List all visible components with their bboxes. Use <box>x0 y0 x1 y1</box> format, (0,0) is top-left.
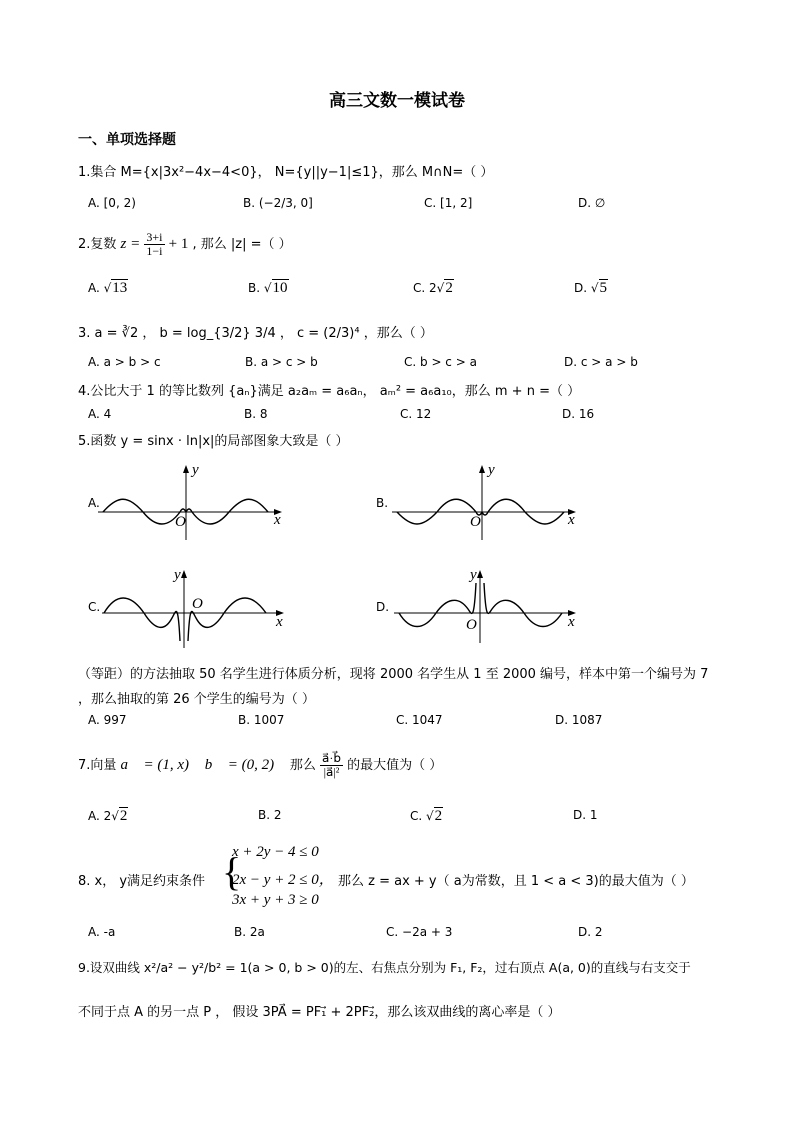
question-3-option-b[interactable]: B. a > c > b <box>245 355 318 369</box>
graph-a <box>98 460 288 545</box>
page-title: 高三文数一模试卷 <box>329 91 465 111</box>
question-9-line-2: 不同于点 A 的另一点 P ， 假设 3PA⃗ = PF₁⃗ + 2PF₂⃗，那么该双曲线的离心率是（ ） <box>78 1005 561 1020</box>
y-label: y <box>470 567 477 583</box>
question-5-option-b[interactable]: B. <box>376 496 389 510</box>
question-8-option-b[interactable]: B. 2a <box>234 925 265 939</box>
x-label: x <box>276 614 283 630</box>
question-4-option-c[interactable]: C. 12 <box>400 407 432 421</box>
question-9-line-1: 9.设双曲线 x²/a² − y²/b² = 1(a > 0, b > 0)的左、右焦点分别为 F₁, F₂，过右顶点 A(a, 0)的直线与右支交于 <box>78 960 691 975</box>
question-5-option-d[interactable]: D. <box>376 600 390 614</box>
question-7-vec-a: a⃗ = (1, x)， <box>120 757 201 773</box>
y-label: y <box>192 462 199 478</box>
question-1-option-b[interactable]: B. (−2/3, 0] <box>243 196 313 210</box>
constraint-2: 2x − y + 2 ≤ 0， <box>232 872 334 888</box>
question-2-fraction <box>144 231 164 258</box>
question-1-stem: 1.集合 M={x|3x²−4x−4<0}， N={y||y−1|≤1}，那么 M∩N=（ ） <box>78 165 494 180</box>
radicand: 5 <box>599 280 608 296</box>
question-7-prefix: 7.向量 <box>78 758 117 773</box>
question-6-option-a[interactable]: A. 997 <box>88 713 127 727</box>
question-5-stem: 5.函数 y = sinx · ln|x|的局部图象大致是（ ） <box>78 434 349 449</box>
question-7-option-c[interactable]: C. √2 <box>410 808 443 824</box>
question-7-option-b[interactable]: B. 2 <box>258 808 282 822</box>
question-2-frac-num: 3+i <box>146 230 163 244</box>
option-label: C. 2 <box>413 281 437 295</box>
question-6-line-2: ，那么抽取的第 26 个学生的编号为（ ） <box>78 692 315 707</box>
question-2-plus-one: + 1 <box>168 236 189 252</box>
y-axis-arrow <box>183 465 189 473</box>
question-6-option-c[interactable]: C. 1047 <box>396 713 443 727</box>
question-3-option-a[interactable]: A. a > b > c <box>88 355 161 369</box>
graph-b <box>392 460 582 545</box>
y-label: y <box>174 567 181 583</box>
question-7-option-a[interactable]: A. 2√2 <box>88 808 128 824</box>
question-8-option-c[interactable]: C. −2a + 3 <box>386 925 453 939</box>
question-2-option-b[interactable]: B. √10 <box>248 280 288 296</box>
question-7-option-d[interactable]: D. 1 <box>573 808 598 822</box>
question-6-option-b[interactable]: B. 1007 <box>238 713 285 727</box>
question-7-fraction <box>320 752 343 779</box>
question-7-suffix: 的最大值为（ ） <box>347 758 443 773</box>
question-2-option-d[interactable]: D. √5 <box>574 280 608 296</box>
question-7-vec-b: b⃗ = (0, 2)， <box>204 757 286 773</box>
system-brace: { <box>222 849 242 894</box>
y-axis-arrow <box>181 570 187 578</box>
origin-label: O <box>175 514 186 530</box>
x-label: x <box>568 614 575 630</box>
constraint-3: 3x + y + 3 ≥ 0 <box>232 892 319 908</box>
question-8-suffix: 那么 z = ax + y（ a为常数，且 1 < a < 3)的最大值为（ ） <box>338 874 694 889</box>
question-7-frac-num: a⃗·b⃗ <box>322 751 342 765</box>
question-7-mid: 那么 <box>289 758 316 773</box>
radicand: 2 <box>119 808 128 824</box>
question-6-option-d[interactable]: D. 1087 <box>555 713 603 727</box>
question-1-option-c[interactable]: C. [1, 2] <box>424 196 473 210</box>
origin-label: O <box>466 617 477 633</box>
question-8-option-d[interactable]: D. 2 <box>578 925 603 939</box>
question-2-z: z = <box>120 236 141 252</box>
radicand: 10 <box>272 280 288 296</box>
option-label: A. <box>88 281 100 295</box>
question-2-frac-den: 1−i <box>146 244 163 258</box>
option-label: A. 2 <box>88 809 112 823</box>
question-7-stem <box>78 752 442 779</box>
question-2-option-a[interactable]: A. √13 <box>88 280 128 296</box>
constraint-1: x + 2y − 4 ≤ 0 <box>232 844 319 860</box>
radicand: 2 <box>434 808 443 824</box>
option-label: B. <box>248 281 261 295</box>
y-axis-arrow <box>477 570 483 578</box>
question-2-prefix: 2.复数 <box>78 237 117 252</box>
question-4-stem: 4.公比大于 1 的等比数列 {aₙ}满足 a₂aₘ = a₆aₙ， aₘ² = a₆a₁₀，那么 m + n =（ ） <box>78 384 581 399</box>
question-4-option-d[interactable]: D. 16 <box>562 407 595 421</box>
question-5-option-a[interactable]: A. <box>88 496 100 510</box>
section-heading: 一、单项选择题 <box>78 132 176 148</box>
graph-c <box>102 563 292 653</box>
option-label: C. <box>410 809 423 823</box>
question-2-stem <box>78 231 292 258</box>
question-2-suffix: , 那么 |z| =（ ） <box>192 237 292 252</box>
question-6-line-1: （等距）的方法抽取 50 名学生进行体质分析，现将 2000 名学生从 1 至 2000 编号，样本中第一个编号为 7 <box>78 667 709 682</box>
radicand: 2 <box>445 280 453 296</box>
origin-label: O <box>470 514 481 530</box>
question-4-option-b[interactable]: B. 8 <box>244 407 268 421</box>
question-3-option-d[interactable]: D. c > a > b <box>564 355 638 369</box>
question-5-option-c[interactable]: C. <box>88 600 101 614</box>
x-label: x <box>568 512 575 528</box>
question-8-prefix: 8. x， y满足约束条件 <box>78 874 206 889</box>
y-label: y <box>488 462 495 478</box>
question-1-option-d[interactable]: D. ∅ <box>578 196 606 210</box>
curve <box>104 598 266 641</box>
x-label: x <box>274 512 281 528</box>
radicand: 13 <box>112 280 128 296</box>
question-2-option-c[interactable]: C. 2√2 <box>413 280 453 296</box>
origin-label: O <box>192 596 203 612</box>
question-3-option-c[interactable]: C. b > c > a <box>404 355 477 369</box>
y-axis-arrow <box>479 465 485 473</box>
question-1-option-a[interactable]: A. [0, 2) <box>88 196 136 210</box>
option-label: D. <box>574 281 588 295</box>
question-8-option-a[interactable]: A. -a <box>88 925 116 939</box>
graph-d <box>394 563 584 653</box>
question-3-stem: 3. a = ∛2 ， b = log_{3/2} 3/4 ， c = (2/3)⁴ ，那么（ ） <box>78 326 433 341</box>
question-7-frac-den: |a⃗|² <box>323 765 340 779</box>
question-4-option-a[interactable]: A. 4 <box>88 407 112 421</box>
